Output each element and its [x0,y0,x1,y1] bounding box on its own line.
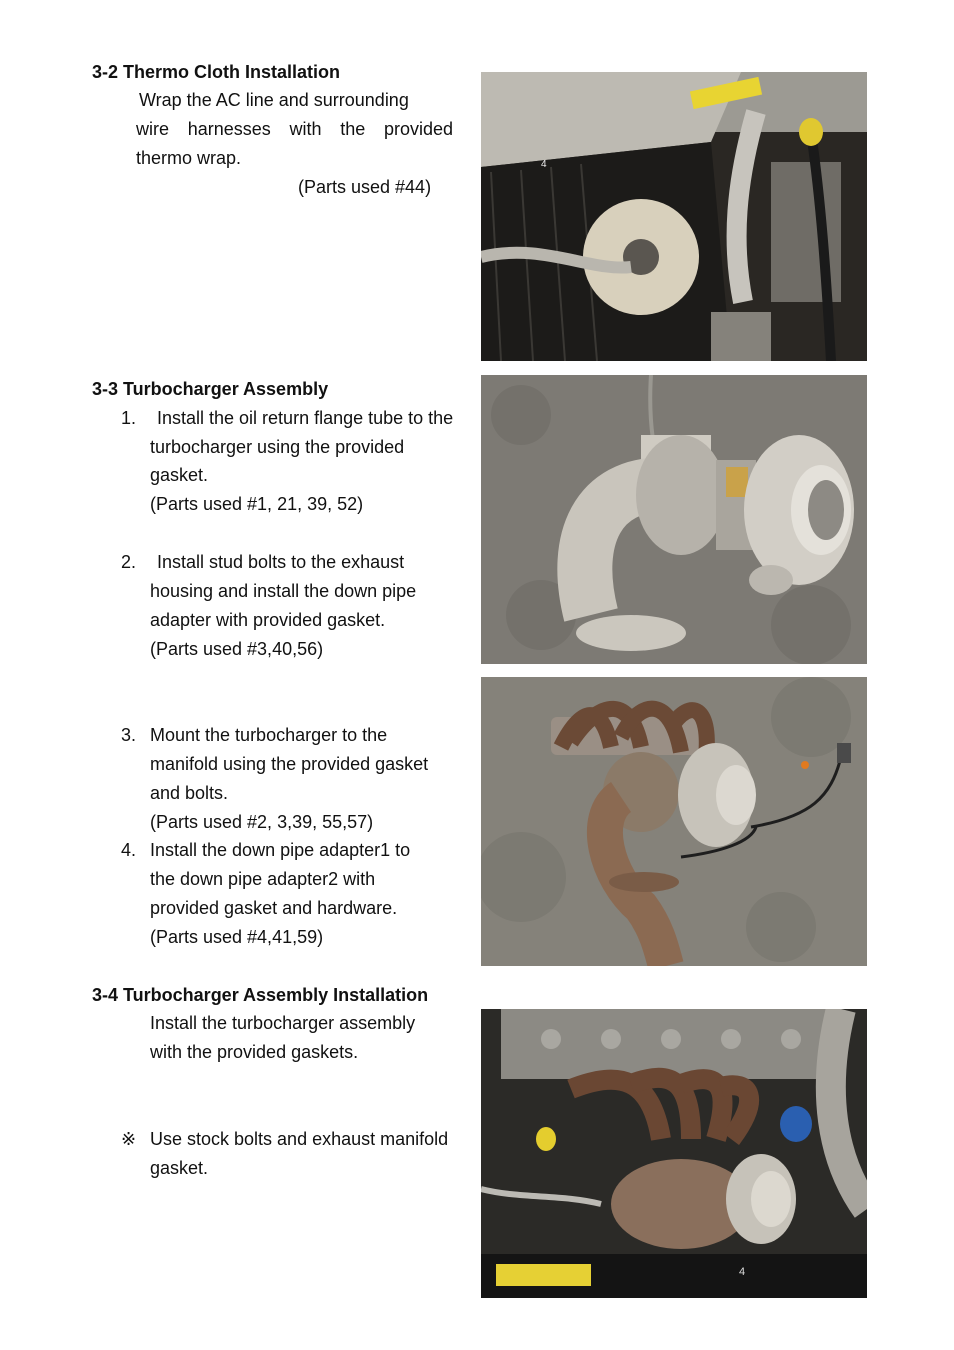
step-number: 4. [121,840,137,860]
body-text: Wrap the AC line and surrounding [139,90,409,110]
photo-turbo-on-manifold [481,677,867,966]
step-text: turbocharger using the provided [150,437,405,457]
body-text: thermo wrap. [136,148,242,168]
step-text: Mount the turbocharger to the [150,725,388,745]
body-text: with the provided gaskets. [150,1042,359,1062]
step-text: provided gasket and hardware. [150,898,398,918]
body-text: Install the turbocharger assembly [150,1013,416,1033]
photo-turbo-assembly [481,375,867,664]
note-mark: ※ [121,1129,137,1149]
note-text: gasket. [150,1158,209,1178]
photo-thermo-wrap [481,72,867,361]
parts-used: (Parts used #4,41,59) [150,927,324,947]
parts-used: (Parts used #44) [298,177,432,197]
photo-mark: 4 [541,159,547,170]
step-text: gasket. [150,465,209,485]
step-number: 2. [121,552,137,572]
step-text: Install the down pipe adapter1 to [150,840,411,860]
parts-used: (Parts used #1, 21, 39, 52) [150,494,364,514]
photo-installed-assembly [481,1009,867,1298]
step-text: Install stud bolts to the exhaust [157,552,405,572]
section-heading-3-3: 3-3 Turbocharger Assembly [92,379,329,399]
parts-used: (Parts used #3,40,56) [150,639,324,659]
section-heading-3-2: 3-2 Thermo Cloth Installation [92,62,341,82]
step-text: housing and install the down pipe [150,581,417,601]
note-text: Use stock bolts and exhaust manifold [150,1129,449,1149]
photo-mark: 4 [739,1266,746,1278]
step-text: and bolts. [150,783,229,803]
step-text: Install the oil return flange tube to the [157,408,454,428]
step-text: adapter with provided gasket. [150,610,386,630]
section-heading-3-4: 3-4 Turbocharger Assembly Installation [92,985,429,1005]
step-text: manifold using the provided gasket [150,754,429,774]
parts-used: (Parts used #2, 3,39, 55,57) [150,812,374,832]
step-text: the down pipe adapter2 with [150,869,376,889]
step-number: 3. [121,725,137,745]
step-number: 1. [121,408,137,428]
body-text: wire harnesses with the provided [136,119,453,139]
